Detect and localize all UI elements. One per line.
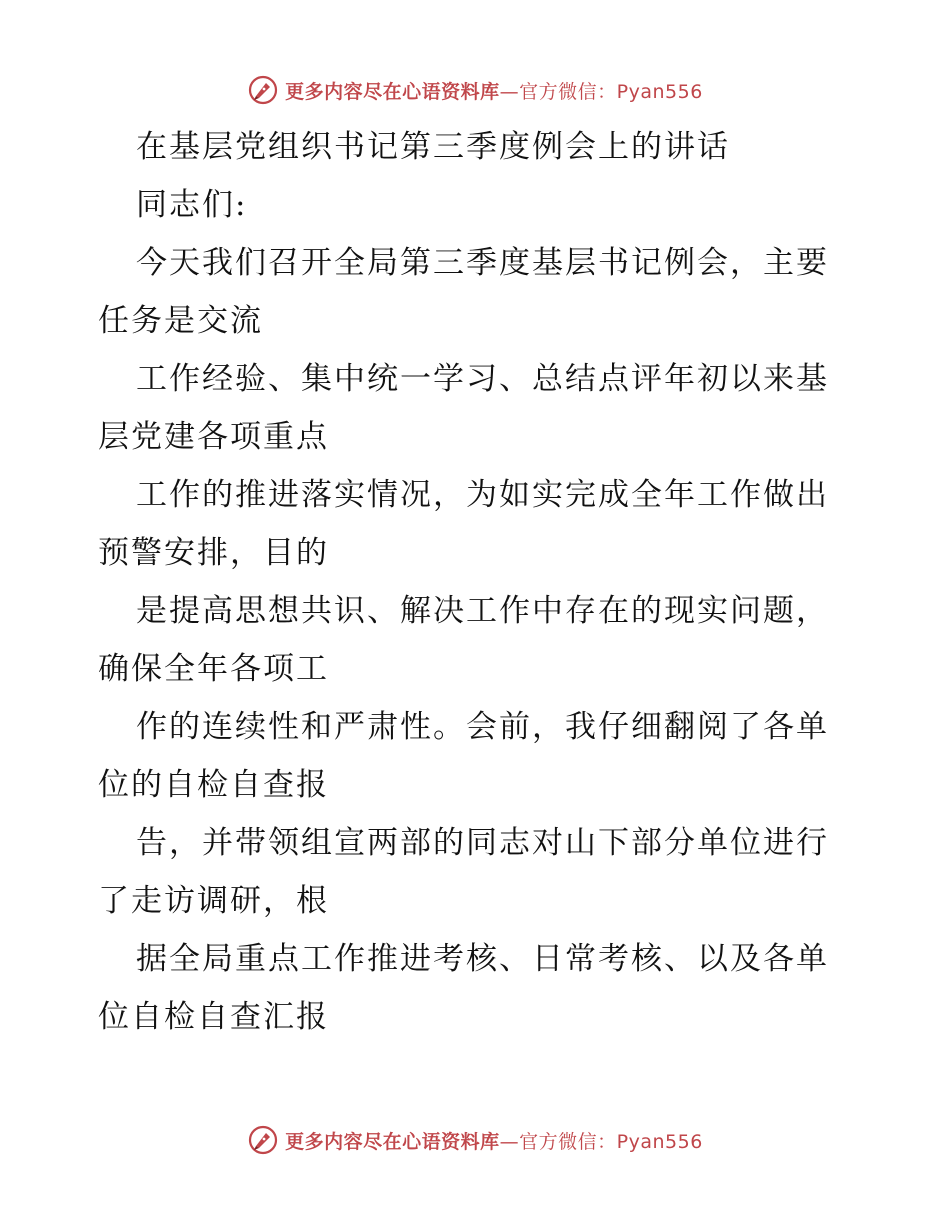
document-line: 位的自检自查报 <box>98 767 329 803</box>
footer-banner-main: 更多内容尽在心语资料库 <box>285 1130 500 1153</box>
document-line: 告，并带领组宣两部的同志对山下部分单位进行 <box>136 825 829 861</box>
document-line: 同志们: <box>136 187 248 223</box>
footer-banner-text <box>285 1127 703 1154</box>
document-body <box>98 118 858 1046</box>
document-line: 据全局重点工作推进考核、日常考核、以及各单 <box>136 941 829 977</box>
footer-banner-separator: — <box>499 1130 520 1153</box>
document-line: 工作经验、集中统一学习、总结点评年初以来基 <box>136 361 829 397</box>
footer-banner <box>0 1120 950 1160</box>
document-line: 是提高思想共识、解决工作中存在的现实问题， <box>136 593 829 629</box>
footer-banner-contact: 官方微信：Pyan556 <box>519 1130 703 1153</box>
document-line: 任务是交流 <box>98 303 263 339</box>
header-banner-main: 更多内容尽在心语资料库 <box>285 80 500 103</box>
document-line: 位自检自查汇报 <box>98 999 329 1035</box>
pen-nib-logo-icon <box>247 1124 279 1156</box>
document-line: 层党建各项重点 <box>98 419 329 455</box>
document-line: 预警安排，目的 <box>98 535 329 571</box>
document-line: 今天我们召开全局第三季度基层书记例会，主要 <box>136 245 829 281</box>
document-line: 工作的推进落实情况，为如实完成全年工作做出 <box>136 477 829 513</box>
header-banner-text <box>285 77 703 104</box>
document-line: 作的连续性和严肃性。会前，我仔细翻阅了各单 <box>136 709 829 745</box>
header-banner-inner <box>247 74 703 106</box>
header-banner <box>0 70 950 110</box>
header-banner-separator: — <box>499 80 520 103</box>
pen-nib-logo-icon <box>247 74 279 106</box>
footer-banner-inner <box>247 1124 703 1156</box>
document-line: 确保全年各项工 <box>98 651 329 687</box>
header-banner-contact: 官方微信：Pyan556 <box>519 80 703 103</box>
document-line: 在基层党组织书记第三季度例会上的讲话 <box>136 129 730 165</box>
document-line: 了走访调研，根 <box>98 883 329 919</box>
